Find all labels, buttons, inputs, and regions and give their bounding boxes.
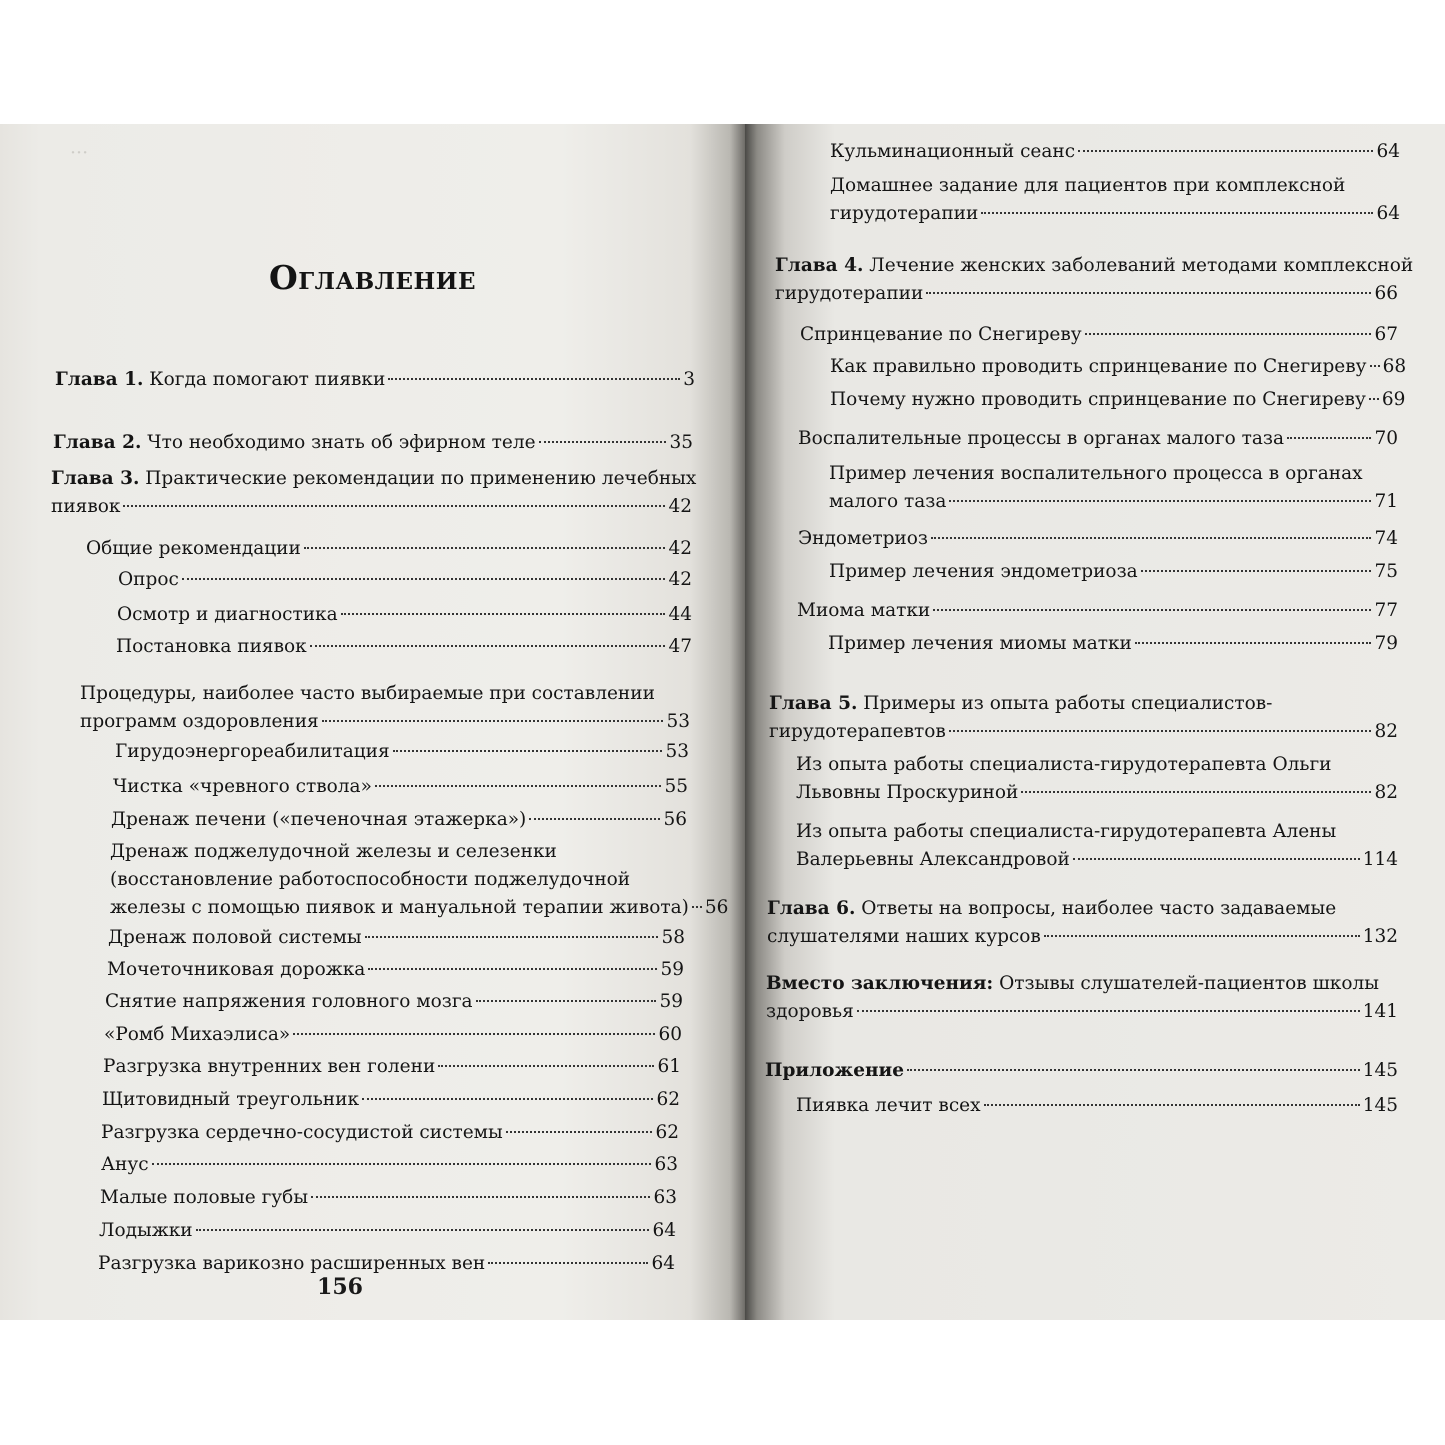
toc-entry: Снятие напряжения головного мозга 59 bbox=[105, 988, 683, 1016]
page-ref: 55 bbox=[664, 776, 688, 797]
toc-entry: Эндометриоз 74 bbox=[798, 525, 1398, 553]
page-ref: 59 bbox=[660, 959, 684, 980]
background-bottom bbox=[0, 1320, 1445, 1445]
page-ref: 42 bbox=[668, 569, 692, 590]
page-ref: 79 bbox=[1374, 633, 1398, 654]
page-ref: 42 bbox=[668, 496, 692, 517]
toc-entry: Воспалительные процессы в органах малого таза 70 bbox=[798, 425, 1398, 453]
page-ref: 64 bbox=[1376, 203, 1400, 224]
toc-entry: Анус 63 bbox=[101, 1151, 678, 1179]
page-ref: 53 bbox=[665, 741, 689, 762]
page-ref: 145 bbox=[1362, 1095, 1398, 1116]
page-ref: 71 bbox=[1374, 491, 1398, 512]
chapter-label: Глава 1. bbox=[55, 369, 144, 390]
page-ref: 82 bbox=[1374, 721, 1398, 742]
chapter-label: Глава 5. bbox=[769, 693, 858, 714]
toc-entry: Лодыжки 64 bbox=[99, 1217, 676, 1245]
right-page bbox=[745, 124, 1445, 1320]
chapter-label: Глава 6. bbox=[767, 898, 856, 919]
page-ref: 77 bbox=[1374, 600, 1398, 621]
chapter-label: Глава 2. bbox=[53, 432, 142, 453]
toc-entry: Как правильно проводить спринцевание по Снегиреву 68 bbox=[830, 353, 1398, 381]
toc-entry: Из опыта работы специалиста-гирудотерапевта Ольги Львовны Проскуриной 82 bbox=[796, 751, 1398, 807]
page-ref: 62 bbox=[656, 1089, 680, 1110]
page-ref: 132 bbox=[1362, 926, 1398, 947]
chapter-label: Глава 4. bbox=[775, 255, 864, 276]
page-ref: 42 bbox=[668, 538, 692, 559]
toc-entry: Глава 4. Лечение женских заболеваний методами комплексной гирудотерапии 66 bbox=[775, 252, 1398, 308]
page-ref: 145 bbox=[1362, 1060, 1398, 1081]
toc-entry: Общие рекомендации 42 bbox=[86, 535, 692, 563]
toc-entry: Опрос 42 bbox=[118, 566, 692, 594]
toc-entry: Щитовидный треугольник 62 bbox=[102, 1086, 680, 1114]
toc-entry: Домашнее задание для пациентов при комплексной гирудотерапии 64 bbox=[830, 172, 1400, 228]
page-ref: 70 bbox=[1374, 428, 1398, 449]
toc-entry: Глава 3. Практические рекомендации по применению лечебных пиявок 42 bbox=[51, 465, 692, 521]
toc-entry: Пример лечения эндометриоза 75 bbox=[829, 558, 1398, 586]
page-ref: 35 bbox=[669, 432, 693, 453]
toc-entry: Кульминационный сеанс 64 bbox=[830, 138, 1400, 166]
page-ref: 58 bbox=[661, 927, 685, 948]
toc-entry: Пример лечения миомы матки 79 bbox=[828, 630, 1398, 658]
book-spread bbox=[0, 124, 1445, 1320]
chapter-label: Глава 3. bbox=[51, 468, 140, 489]
page-ref: 68 bbox=[1382, 356, 1407, 377]
page-ref: 44 bbox=[668, 604, 692, 625]
toc-entry: Процедуры, наиболее часто выбираемые при составлении программ оздоровления 53 bbox=[80, 680, 690, 736]
toc-entry: Глава 2. Что необходимо знать об эфирном теле 35 bbox=[53, 429, 693, 457]
toc-entry: Глава 1. Когда помогают пиявки 3 bbox=[55, 366, 695, 394]
toc-entry: Дренаж поджелудочной железы и селезенки (восстановление работоспособности поджелудочной железы с помощью пиявок и мануальной терапии живота) 56 bbox=[110, 838, 687, 922]
page-ref: 74 bbox=[1374, 528, 1398, 549]
page-ref: 67 bbox=[1374, 324, 1398, 345]
page-ref: 64 bbox=[652, 1220, 676, 1241]
page-ref: 56 bbox=[704, 897, 729, 918]
page-ref: 53 bbox=[666, 711, 690, 732]
page-ref: 47 bbox=[668, 636, 692, 657]
toc-entry: Пиявка лечит всех 145 bbox=[796, 1092, 1398, 1120]
page-ref: 114 bbox=[1362, 849, 1398, 870]
toc-entry: Разгрузка внутренних вен голени 61 bbox=[103, 1053, 681, 1081]
toc-entry: Глава 6. Ответы на вопросы, наиболее часто задаваемые слушателями наших курсов 132 bbox=[767, 895, 1398, 951]
toc-entry: Вместо заключения: Отзывы слушателей-пациентов школы здоровья 141 bbox=[766, 970, 1398, 1026]
toc-entry: Спринцевание по Снегиреву 67 bbox=[800, 321, 1398, 349]
toc-entry: «Ромб Михаэлиса» 60 bbox=[104, 1021, 682, 1049]
toc-entry: Миома матки 77 bbox=[797, 597, 1398, 625]
page-ref: 63 bbox=[653, 1187, 677, 1208]
toc-entry: Малые половые губы 63 bbox=[100, 1184, 677, 1212]
toc-entry: Разгрузка варикозно расширенных вен 64 bbox=[98, 1250, 675, 1278]
page-ref: 56 bbox=[663, 809, 687, 830]
toc-entry: Разгрузка сердечно-сосудистой системы 62 bbox=[101, 1119, 679, 1147]
left-page: ··· Оглавление Глава 1. Когда помогают пиявки 3 Глава 2. Что необходимо знать об эфирном теле 35 Глава 3. Практические рекомендации по применению лечебных пиявок 42 Общие рекомендации 42 Опрос 42 Осмотр и диагностика 44 Постановка пиявок 47 Процедуры, наиболее часто выбираемые при составлении программ оздоровления 53 Гирудоэнергореабилитация 53 Чистка «чревного ствола» 55 Дренаж печени («печеночная этажерка») 56 Дренаж поджелудочной железы и селезенки (восстановление работоспособности поджелудочной железы с помощью пиявок и мануальной терапии живота) 56 Дренаж половой системы 58 Мочеточниковая дорожка 59 Снятие напряжения головного мозга 59 «Ромб Михаэлиса» 60 Разгрузка внутренних вен голени 61 Щитовидный треугольник 62 Разгрузка сердечно-сосудистой системы 62 Анус 63 Малые половые губы 63 Лодыжки 64 Разгрузка варикозно расширенных вен 64 156 bbox=[0, 124, 745, 1320]
toc-entry: Гирудоэнергореабилитация 53 bbox=[115, 738, 689, 766]
toc-entry: Глава 5. Примеры из опыта работы специалистов- гирудотерапевтов 82 bbox=[769, 690, 1398, 746]
chapter-label: Приложение bbox=[765, 1060, 904, 1081]
page-ref: 61 bbox=[657, 1056, 681, 1077]
toc-entry: Постановка пиявок 47 bbox=[116, 633, 692, 661]
page-ref: 69 bbox=[1381, 389, 1406, 410]
page-ref: 141 bbox=[1362, 1001, 1398, 1022]
toc-entry: Мочеточниковая дорожка 59 bbox=[107, 956, 684, 984]
toc-entry bbox=[765, 1057, 1398, 1085]
page-ref: 3 bbox=[683, 369, 695, 390]
toc-entry: Пример лечения воспалительного процесса в органах малого таза 71 bbox=[829, 460, 1398, 516]
page-number: 156 bbox=[317, 1274, 363, 1300]
page-ref: 63 bbox=[654, 1154, 678, 1175]
page-ref: 60 bbox=[658, 1024, 682, 1045]
page-ref: 64 bbox=[1376, 141, 1400, 162]
page-ref: 64 bbox=[651, 1253, 675, 1274]
toc-entry: Дренаж половой системы 58 bbox=[108, 924, 685, 952]
toc-entry: Почему нужно проводить спринцевание по Снегиреву 69 bbox=[830, 386, 1398, 414]
page-title: Оглавление bbox=[269, 258, 476, 297]
page-ref: 66 bbox=[1374, 283, 1398, 304]
page-ref: 75 bbox=[1374, 561, 1398, 582]
toc-entry: Чистка «чревного ствола» 55 bbox=[113, 773, 688, 801]
page-ref: 82 bbox=[1374, 782, 1398, 803]
toc-entry: Осмотр и диагностика 44 bbox=[117, 601, 692, 629]
toc-entry: Из опыта работы специалиста-гирудотерапевта Алены Валерьевны Александровой 114 bbox=[796, 818, 1398, 874]
page-ref: 62 bbox=[655, 1122, 679, 1143]
page-ref: 59 bbox=[659, 991, 683, 1012]
toc-entry: Дренаж печени («печеночная этажерка») 56 bbox=[111, 806, 687, 834]
chapter-label: Вместо заключения: bbox=[766, 973, 994, 994]
